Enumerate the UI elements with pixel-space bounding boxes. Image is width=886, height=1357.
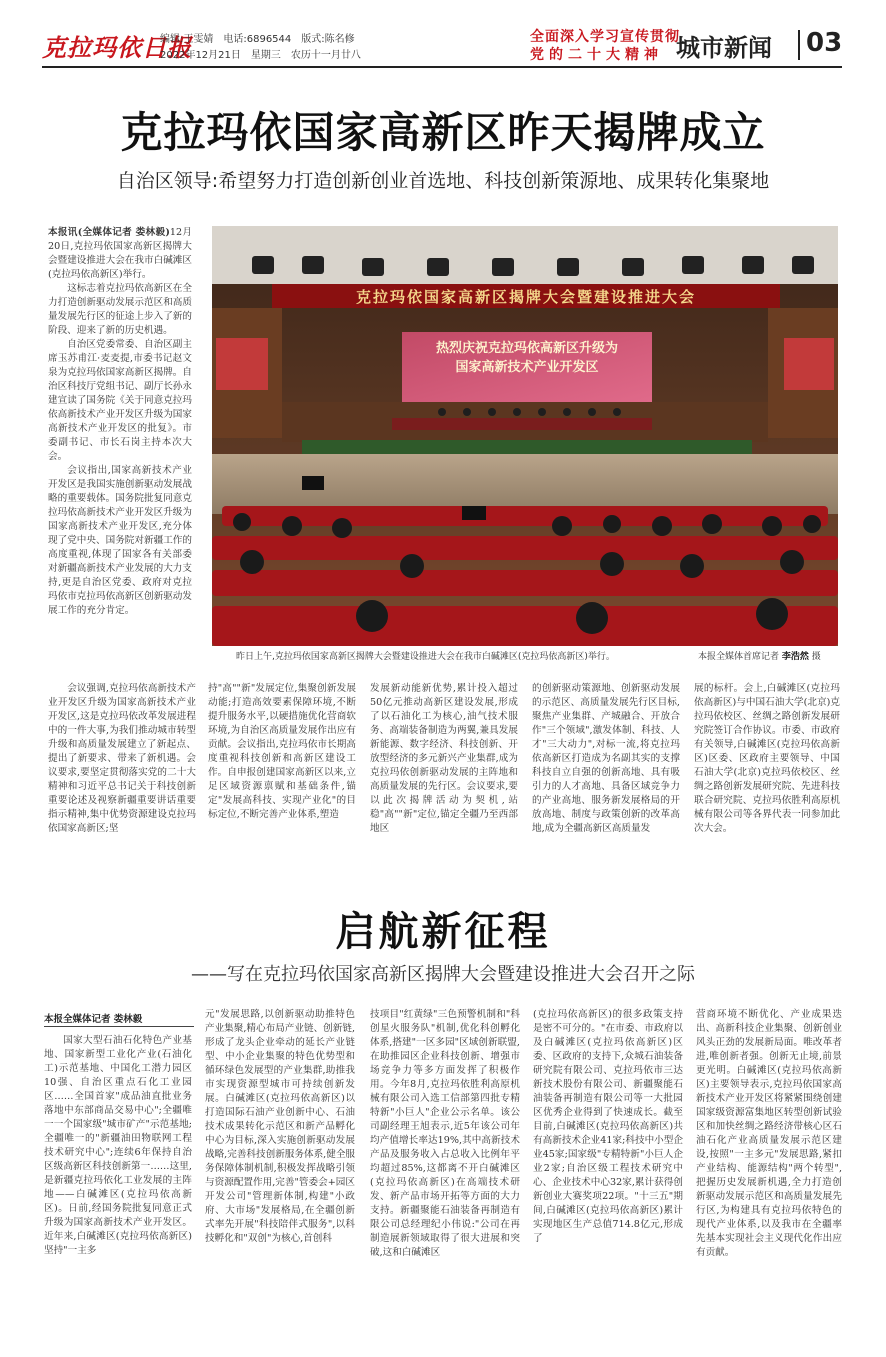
conference-hall-illustration xyxy=(212,226,838,646)
article2-column-4 xyxy=(533,1008,683,1344)
article2-column-2 xyxy=(205,1008,355,1344)
slogan-line-2: 党的二十大精神 xyxy=(530,47,663,63)
newspaper-masthead: 克拉玛依日报 xyxy=(42,33,192,62)
article1-byline: 本报讯(全媒体记者 娄林毅) xyxy=(48,227,170,238)
credit-suffix: 摄 xyxy=(811,652,821,662)
article2-paragraph: 技项目"红黄绿"三色预警机制和"科创星火服务队"机制,优化科创孵化体系,搭建"一区多园"区域创新联盟,在助推园区企业科技创新、增强市场竞争力等多方面发挥了积极作用。今年8月,克拉玛依胜利高原机械有限公司入选工信部第四批专精特新"小巨人"企业公示名单。该公司副经理王旭表示,近5年该公司年均产值增长率达19%,其中高新技术产品及服务收入占总收入比例年平均超过85%,这都离不开白碱滩区(克拉玛依高新区)在高端技术研发、新产品市场开拓等方面的大力支持。新疆聚能石油装备再制造有限公司总经理纪小伟说:"公司在再制造展新领域取得了很大进展和突破,这和白碱滩区 xyxy=(370,1009,520,1258)
article1-paragraph: 的创新驱动策源地、创新驱动发展的示范区、高质量发展先行区目标,聚焦产业集群、产城融合、开放合作"三个领域",激发体制、科技、人才"三大动力",对标一流,将克拉玛依高新区打造成为名副其实的支撑科技自立自强的创新高地、具有吸引力的人才高地、具备区域竞争力的产业高地、服务新发展格局的开放高地、制度与政策创新的改革高地,成为全疆高新区高质量发 xyxy=(532,683,680,834)
issue-date: 2022年12月21日 星期三 农历十一月廿八 xyxy=(160,50,361,61)
screen-text-line-2: 国家高新技术产业开发区 xyxy=(455,360,599,375)
article1-paragraph: 自治区党委常委、自治区副主席玉苏甫江·麦麦提,市委书记赵文泉为克拉玛依国家高新区揭牌。自治区科技厅党组书记、副厅长孙永建宣读了国务院《关于同意克拉玛依高新技术产业开发区升级为国家高新技术产业开发区的批复》。市委副书记、市长石岗主持本次大会。 xyxy=(48,339,192,462)
section-title: 城市新闻 xyxy=(676,33,772,62)
article1-paragraph: 持"高""新"发展定位,集聚创新发展动能;打造高效要素保障环境,不断提升服务水平,以硬措施优化营商软环境,为自治区高质量发展作出应有贡献。会议指出,克拉玛依市长期高度重视科技创新和高新区建设工作。自申报创建国家高新区以来,立足区域资源禀赋和基础条件,锚定"发展高科技、实现产业化"的目标定位,不断完善产业体系,塑造 xyxy=(208,683,356,820)
article1-column-3 xyxy=(208,682,356,864)
article1-column-6 xyxy=(694,682,840,864)
article1-paragraph: 发展新动能新优势,累计投入超过50亿元推动高新区建设发展,形成了以石油化工为核心,油气技术服务、高端装备制造为两翼,兼具发展新能源、数字经济、科技创新、开放型经济的多元新兴产业集群,成为克拉玛依创新驱动发展的主阵地和高质量发展的先行区。会议要求,要以此次揭牌活动为契机,站稳"高""新"定位,锚定全疆乃至西部地区 xyxy=(370,683,518,834)
article2-subheadline: ——写在克拉玛依国家高新区揭牌大会暨建设推进大会召开之际 xyxy=(191,964,695,985)
photographer-name: 李浩然 xyxy=(781,652,809,662)
article1-column-5 xyxy=(532,682,680,864)
article2-column-5 xyxy=(696,1008,842,1344)
photo-caption: 昨日上午,克拉玛依国家高新区揭牌大会暨建设推进大会在我市白碱滩区(克拉玛依高新区)举行。 xyxy=(236,652,615,662)
stage-banner-text: 克拉玛依国家高新区揭牌大会暨建设推进大会 xyxy=(355,288,697,306)
article1-column-4 xyxy=(370,682,518,864)
article1-paragraph: 这标志着克拉玛依高新区在全力打造创新驱动发展示范区和高质量发展先行区的征途上步入了新的阶段、迎来了新的历史机遇。 xyxy=(48,283,192,336)
article2-column-3 xyxy=(370,1008,520,1344)
page-number: 03 xyxy=(806,28,843,58)
header-rule xyxy=(42,66,842,68)
article1-paragraph: 12月20日,克拉玛依国家高新区揭牌大会暨建设推进大会在我市白碱滩区(克拉玛依高新区)举行。 xyxy=(48,227,192,280)
article2-column-1 xyxy=(44,1034,192,1344)
article1-subheadline: 自治区领导:希望努力打造创新创业首选地、科技创新策源地、成果转化集聚地 xyxy=(116,170,770,192)
slogan-line-1: 全面深入学习宣传贯彻 xyxy=(530,29,680,45)
editor-info: 编辑:王雯婧 电话:6896544 版式:陈名修 xyxy=(160,34,355,45)
photo-credit xyxy=(698,649,821,662)
article2-headline: 启航新征程 xyxy=(335,909,551,955)
article1-column-2 xyxy=(48,682,196,864)
article2-paragraph: (克拉玛依高新区)的很多政策支持是密不可分的。"在市委、市政府以及白碱滩区(克拉玛依高新区)区委、区政府的支持下,众城石油装备研究院有限公司、克拉玛依市三达新技术股份有限公司、新疆聚能石油装备再制造有限公司等一大批园区优秀企业得到了快速成长。截至目前,白碱滩区(克拉玛依高新区)共有高新技术企业41家;科技中小型企业45家;国家级"专精特新"小巨人企业2家;自治区级工程技术研究中心、企业技术中心32家,累计获得创新创业大赛奖项22项。"十三五"期间,白碱滩区(克拉玛依高新区)累计实现地区生产总值714.8亿元,形成了 xyxy=(533,1009,683,1244)
article2-byline: 本报全媒体记者 娄林毅 xyxy=(44,1014,143,1025)
article1-headline: 克拉玛依国家高新区昨天揭牌成立 xyxy=(120,108,766,157)
header-divider xyxy=(798,30,800,60)
conference-photo xyxy=(212,226,838,646)
article2-paragraph: 国家大型石油石化特色产业基地、国家新型工业化产业(石油化工)示范基地、中国化工潜力园区10强、自治区重点石化工业园区……全国首家"成品油直批业务落地中东部商品交易中心";全疆唯一一个国家级"城市矿产"示范基地;全疆唯一的"新疆油田物联网工程技术研究中心";连续6年保持自治区级高新区科技创新第一……这里,是新疆克拉玛依化工业发展的主阵地——白碱滩区(克拉玛依高新区)。日前,经国务院批复同意正式升级为国家高新技术产业开发区。近年来,白碱滩区(克拉玛依高新区)坚持"一主多 xyxy=(44,1035,192,1256)
article1-column-left xyxy=(48,226,192,678)
credit-prefix: 本报全媒体首席记者 xyxy=(698,652,780,662)
article1-paragraph: 展的标杆。会上,白碱滩区(克拉玛依高新区)与中国石油大学(北京)克拉玛依校区、丝绸之路创新发展研究院签订合作协议。市委、市政府有关领导,白碱滩区(克拉玛依高新区)区委、区政府主要领导、中国石油大学(北京)克拉玛依校区、丝绸之路创新发展研究院、先进科技联合研究院、克拉玛依胜利高原机械有限公司等各界代表一同参加此次大会。 xyxy=(694,683,840,834)
article1-paragraph: 会议指出,国家高新技术产业开发区是我国实施创新驱动发展战略的重要载体。国务院批复同意克拉玛依高新技术产业开发区升级为国家高新技术产业开发区,充分体现了党中央、国务院对新疆工作的高度重视,体现了国家各有关部委对新疆高新技术产业发展的大力支持,更是自治区党委、政府对克拉玛依市克拉玛依高新区创新驱动发展工作的充分肯定。 xyxy=(48,465,192,616)
article1-paragraph: 会议强调,克拉玛依高新技术产业开发区升级为国家高新技术产业开发区,这是克拉玛依改革发展进程中的一件大事,为我们推动城市转型升级和高质量发展建立了新起点、提出了新要求、带来了新机遇。会议要求,要坚定贯彻落实党的二十大精神和习近平总书记关于科技创新重要论述及视察新疆重要讲话重要指示精神,集中优势资源建设克拉玛依国家高新区;坚 xyxy=(48,683,196,834)
screen-text-line-1: 热烈庆祝克拉玛依高新区升级为 xyxy=(435,341,619,356)
byline-rule xyxy=(44,1026,194,1027)
article2-paragraph: 营商环境不断优化、产业成果迭出、高新科技企业集聚、创新创业风头正劲的发展新局面。唯改革者进,唯创新者强。创新无止境,前景更光明。白碱滩区(克拉玛依高新区)主要领导表示,克拉玛依国家高新技术产业开发区将紧紧围绕创建国家级资源富集地区转型创新试验区和加快丝绸之路经济带核心区石油石化产业高质量发展示范区建设,按照"一主多元"发展思路,紧扣产业结构、能源结构"两个转型",把握历史发展新机遇,全力打造创新驱动发展示范区和高质量发展先行区,为构建具有克拉玛依特色的现代产业体系,以及我市在全疆率先基本实现社会主义现代化作出应有贡献。 xyxy=(696,1009,842,1258)
article2-paragraph: 元"发展思路,以创新驱动助推特色产业集聚,精心布局产业链、创新链,形成了龙头企业牵动的延长产业链型、中小企业集聚的特色优势型和循环绿色发展型的产业集群,助推我市实现资源型城市可持续创新发展。白碱滩区(克拉玛依高新区)以打造国际石油产业创新中心、石油技术成果转化示范区和新产品孵化中心为目标,深入实施创新驱动发展战略,完善科技创新服务体系,健全服务保障体制机制,积极发挥战略引领与资源配置作用,完善"管委会+园区开发公司"管理新体制,构建"小政府、大市场"发展格局,在全疆创新式率先开展"科技陪伴式服务",以科技孵化和"双创"为核心,首创科 xyxy=(205,1009,355,1244)
